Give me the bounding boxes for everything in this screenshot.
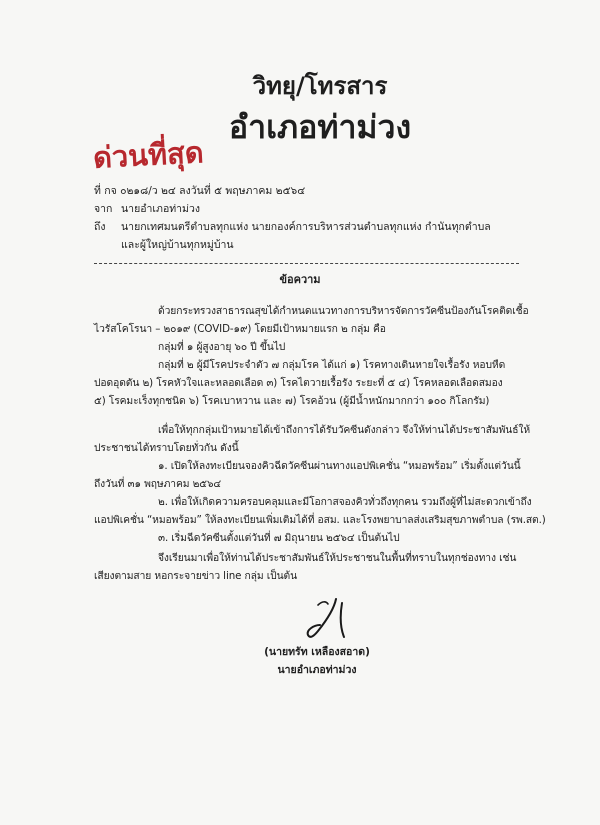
body-line: ๕) โรคมะเร็งทุกชนิด ๖) โรคเบาหวาน และ ๗) โรคอ้วน (ผู้มีน้ำหนักมากกว่า ๑๐๐ กิโลกรัม)	[94, 395, 490, 407]
body-line: ไวรัสโคโรนา – ๒๐๑๙ (COVID-๑๙) โดยมีเป้าหมายแรก ๒ กลุ่ม คือ	[94, 323, 386, 335]
to-value-line-2: และผู้ใหญ่บ้านทุกหมู่บ้าน	[121, 239, 234, 251]
body-line: ถึงวันที่ ๓๑ พฤษภาคม ๒๕๖๔	[94, 478, 222, 490]
body-line: เสียงตามสาย หอกระจายข่าว line กลุ่ม เป็นต้น	[94, 570, 298, 582]
from-label: จาก	[94, 203, 113, 215]
reference-line: ที่ กจ ๐๒๑๘/ว ๒๔ ลงวันที่ ๕ พฤษภาคม ๒๕๖๔	[94, 185, 306, 197]
body-line: กลุ่มที่ ๑ ผู้สูงอายุ ๖๐ ปี ขึ้นไป	[158, 341, 286, 353]
body-line: จึงเรียนมาเพื่อให้ท่านได้ประชาสัมพันธ์ให้ประชาชนในพื้นที่ทราบในทุกช่องทาง เช่น	[158, 552, 517, 564]
body-line: ๑. เปิดให้ลงทะเบียนจองคิวฉีดวัคซีนผ่านทางแอปพิเคชั่น “หมอพร้อม” เริ่มตั้งแต่วันนี้	[158, 460, 521, 472]
body-line: ด้วยกระทรวงสาธารณสุขได้กำหนดแนวทางการบริหารจัดการวัคซีนป้องกันโรคติดเชื้อ	[158, 305, 529, 317]
body-line: ๓. เริ่มฉีดวัคซีนตั้งแต่วันที่ ๗ มิถุนายน ๒๕๖๔ เป็นต้นไป	[158, 532, 400, 544]
body-line: ประชาชนได้ทราบโดยทั่วกัน ดังนี้	[94, 442, 239, 454]
body-line: ปอดอุดตัน ๒) โรคหัวใจและหลอดเลือด ๓) โรคไตวายเรื้อรัง ระยะที่ ๕ ๔) โรคหลอดเลือดสมอง	[94, 377, 503, 389]
from-value: นายอำเภอท่าม่วง	[121, 203, 201, 215]
to-value-line-1: นายกเทศมนตรีตำบลทุกแห่ง นายกองค์การบริหารส่วนตำบลทุกแห่ง กำนันทุกตำบล	[121, 221, 491, 233]
body-line: ๒. เพื่อให้เกิดความครอบคลุมและมีโอกาสจองคิวทั่วถึงทุกคน รวมถึงผู้ที่ไม่สะดวกเข้าถึง	[158, 496, 532, 508]
body-line: เพื่อให้ทุกกลุ่มเป้าหมายได้เข้าถึงการได้รับวัคซีนดังกล่าว จึงให้ท่านได้ประชาสัมพันธ์ให้	[158, 424, 531, 436]
urgent-stamp: ด่วนที่สุด	[92, 135, 205, 175]
to-label: ถึง	[94, 221, 106, 233]
section-divider	[94, 263, 519, 264]
signature-mark	[296, 595, 366, 643]
radio-telegram-header: วิทยุ/โทรสาร	[252, 72, 388, 100]
body-line: กลุ่มที่ ๒ ผู้มีโรคประจำตัว ๗ กลุ่มโรค ได้แก่ ๑) โรคทางเดินหายใจเรื้อรัง หอบหืด	[158, 359, 506, 371]
signatory-name: (นายทรัท เหลืองสอาด)	[264, 646, 370, 658]
signatory-title: นายอำเภอท่าม่วง	[277, 664, 357, 676]
district-title: อำเภอท่าม่วง	[228, 108, 412, 146]
body-line: แอปพิเคชั่น “หมอพร้อม” ให้ลงทะเบียนเพิ่มเติมได้ที่ อสม. และโรงพยาบาลส่งเสริมสุขภาพตำบล (รพ.สต.)	[94, 514, 546, 526]
message-heading: ข้อความ	[279, 273, 321, 286]
